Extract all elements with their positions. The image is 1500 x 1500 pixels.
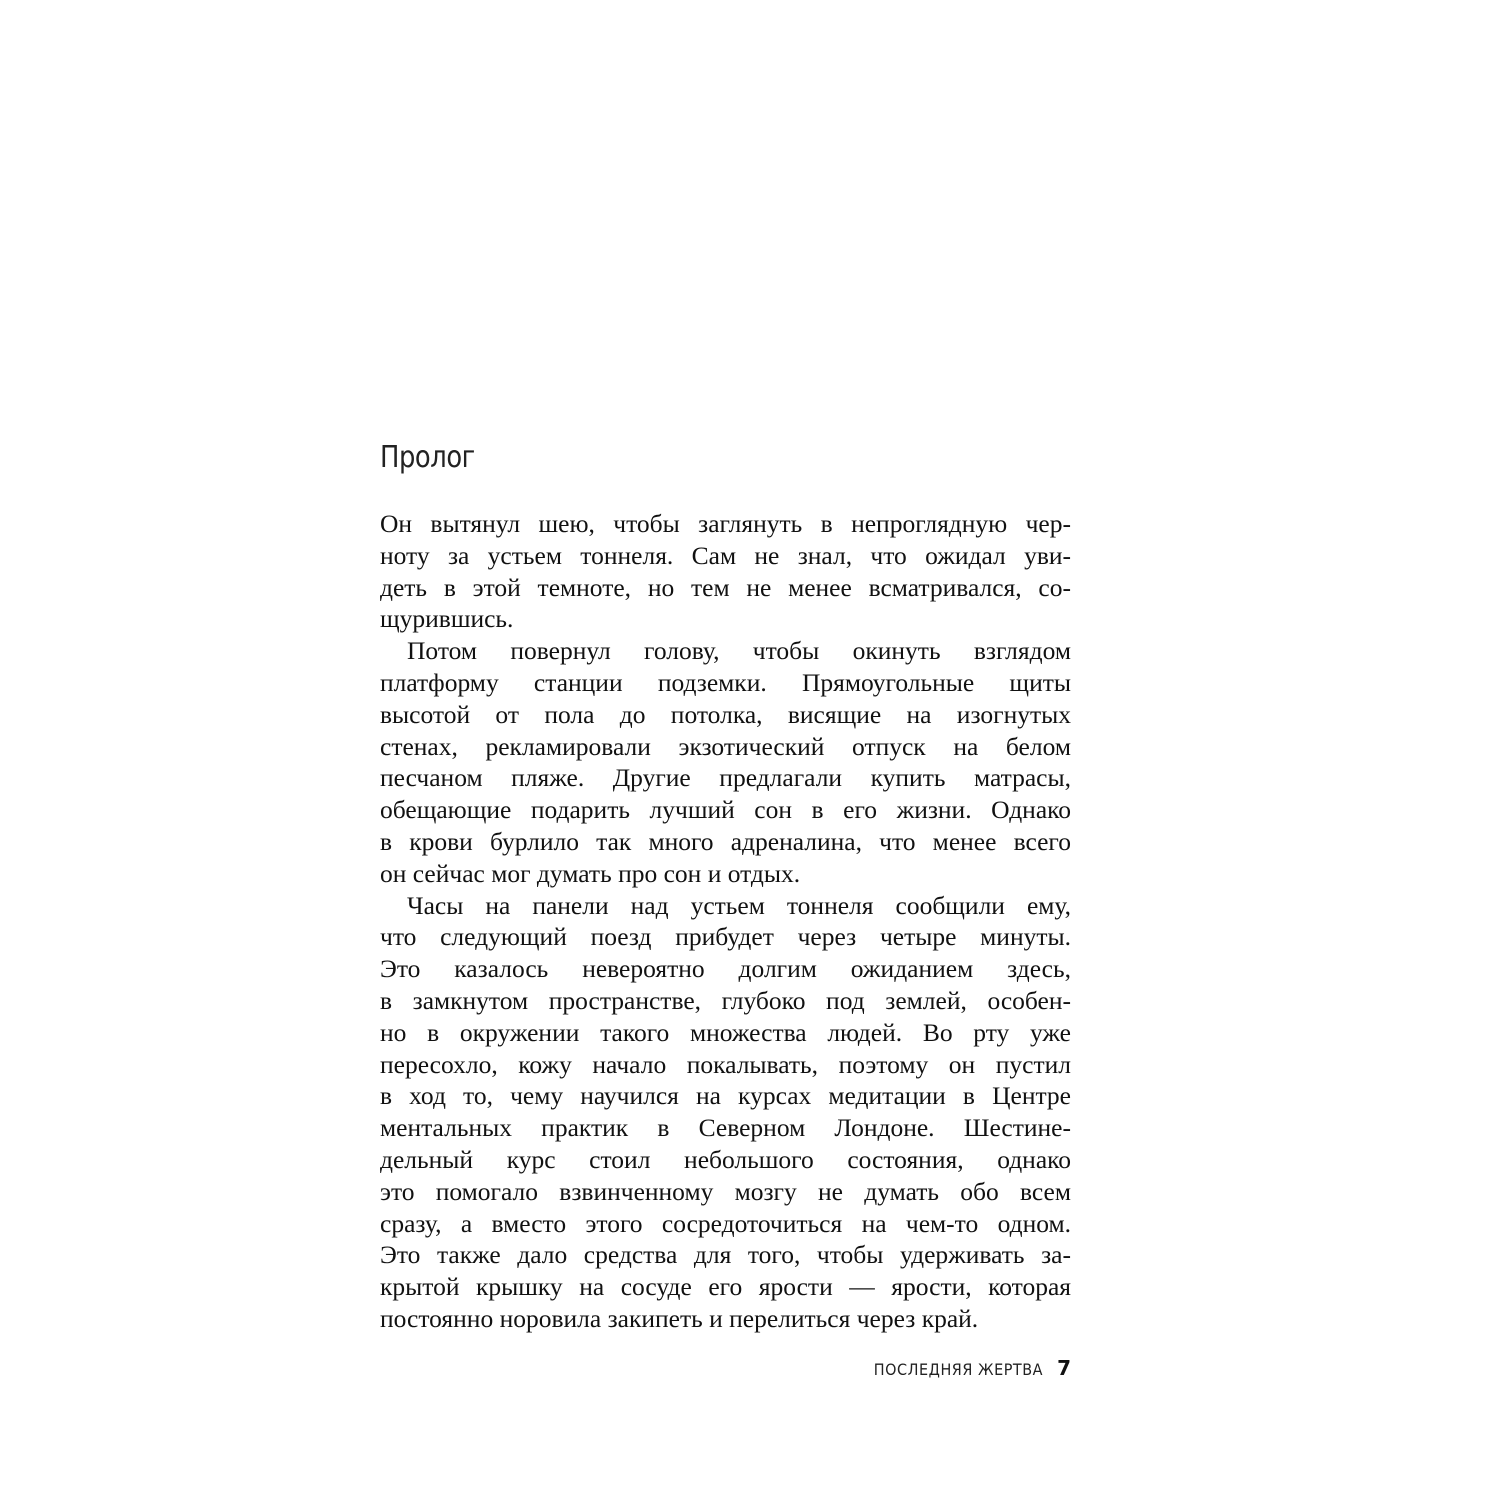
text-line: он сейчас мог думать про сон и отдых. [380,858,801,888]
text-line: Он вытянул шею, чтобы заглянуть в непроглядную чер- [380,509,1071,538]
text-line: ментальных практик в Северном Лондоне. Шестине- [380,1113,1071,1143]
text-line: сразу, а вместо этого сосредоточиться на чем-то одном. [380,1208,1071,1238]
text-line: Потом повернул голову, чтобы окинуть взглядом [407,636,1071,666]
text-line: в замкнутом пространстве, глубоко под землей, особен- [380,985,1071,1015]
text-line: деть в этой темноте, но тем не менее всматривался, со- [380,572,1071,602]
text-line: Это также дало средства для того, чтобы удерживать за- [380,1240,1071,1270]
text-line: постоянно норовила закипеть и перелиться через край. [380,1303,979,1333]
running-title: ПОСЛЕДНЯЯ ЖЕРТВА [873,1360,1044,1379]
page-footer [855,1356,1071,1386]
body-text [380,508,1071,1335]
text-line: дельный курс стоил небольшого состояния, однако [380,1144,1071,1174]
text-line: Это казалось невероятно долгим ожиданием здесь, [380,954,1071,984]
text-line: крытой крышку на сосуде его ярости — ярости, которая [380,1272,1071,1302]
text-line: обещающие подарить лучший сон в его жизни. Однако [380,795,1071,825]
chapter-title: Пролог [380,440,475,475]
text-line: высотой от пола до потолка, висящие на изогнутых [380,699,1071,729]
text-line: в ход то, чему научился на курсах медитации в Центре [380,1081,1071,1111]
page-number: 7 [1057,1356,1071,1380]
text-line: Часы на панели над устьем тоннеля сообщили ему, [407,890,1071,920]
text-line: стенах, рекламировали экзотический отпуск на белом [380,731,1071,761]
text-line: это помогало взвинченному мозгу не думать обо всем [380,1176,1071,1206]
text-line: платформу станции подземки. Прямоугольные щиты [380,667,1071,697]
text-line: что следующий поезд прибудет через четыре минуты. [380,922,1071,952]
text-line: в крови бурлило так много адреналина, что менее всего [380,826,1071,856]
text-line: ноту за устьем тоннеля. Сам не знал, что ожидал уви- [380,540,1071,570]
text-line: но в окружении такого множества людей. Во рту уже [380,1017,1071,1047]
text-line: пересохло, кожу начало покалывать, поэтому он пустил [380,1049,1071,1079]
text-line: щурившись. [380,604,514,634]
text-line: песчаном пляже. Другие предлагали купить матрасы, [380,763,1071,793]
